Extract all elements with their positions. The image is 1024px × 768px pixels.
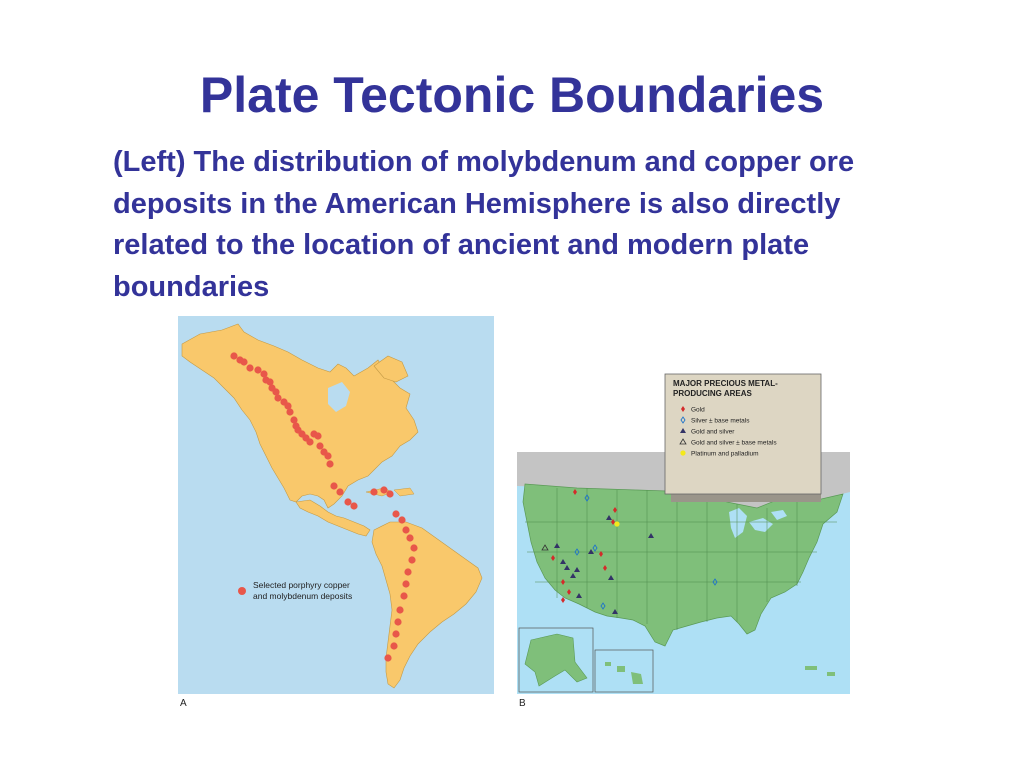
- deposit-dot: [350, 502, 357, 509]
- deposit-dot: [370, 488, 377, 495]
- deposit-dot: [390, 642, 397, 649]
- legend-item-label: Gold: [691, 406, 705, 414]
- deposit-dot: [408, 556, 415, 563]
- deposit-dot: [392, 630, 399, 637]
- deposit-dot: [316, 442, 323, 449]
- deposit-dot: [410, 544, 417, 551]
- legend-item-label: Gold and silver ± base metals: [691, 439, 777, 447]
- legend-line-1: Selected porphyry copper: [253, 580, 350, 590]
- deposit-dot: [404, 568, 411, 575]
- deposit-dot: [392, 510, 399, 517]
- americas-deposit-map: [178, 316, 494, 694]
- legend-title-line-2: PRODUCING AREAS: [673, 389, 752, 398]
- deposit-dot: [386, 490, 393, 497]
- deposit-dot: [398, 516, 405, 523]
- deposit-dot: [230, 352, 237, 359]
- deposit-dot: [286, 408, 293, 415]
- legend-item-label: Gold and silver: [691, 428, 735, 436]
- legend-deposit-dot: [238, 587, 246, 595]
- deposit-dot: [306, 438, 313, 445]
- deposit-dot: [344, 498, 351, 505]
- deposit-dot: [396, 606, 403, 613]
- yellow-dot-icon: [614, 521, 619, 526]
- legend-line-2: and molybdenum deposits: [253, 591, 353, 601]
- legend-item-label: Silver ± base metals: [691, 417, 750, 425]
- figure-a-letter: A: [180, 698, 187, 709]
- deposit-dot: [240, 358, 247, 365]
- slide-body-text: (Left) The distribution of molybdenum and copper ore deposits in the American Hemisphere is also directly related to the location of ancient and modern plate boundaries: [113, 146, 855, 303]
- deposit-dot: [394, 618, 401, 625]
- legend-title-line-1: MAJOR PRECIOUS METAL-: [673, 379, 778, 388]
- deposit-dot: [402, 526, 409, 533]
- legend-box: [665, 374, 821, 502]
- figure-b-letter: B: [519, 698, 526, 709]
- deposit-dot: [314, 432, 321, 439]
- deposit-dot: [254, 366, 261, 373]
- slide-title: Plate Tectonic Boundaries: [199, 67, 825, 123]
- deposit-dot: [406, 534, 413, 541]
- deposit-dot: [380, 486, 387, 493]
- deposit-dot: [400, 592, 407, 599]
- deposit-dot: [246, 364, 253, 371]
- deposit-dot: [336, 488, 343, 495]
- legend-item-label: Platinum and palladium: [691, 450, 759, 458]
- yellow-dot-icon: [680, 450, 685, 455]
- deposit-dot: [330, 482, 337, 489]
- deposit-dot: [324, 452, 331, 459]
- deposit-dot: [384, 654, 391, 661]
- deposit-dot: [326, 460, 333, 467]
- us-precious-metals-map: [517, 372, 850, 694]
- deposit-dot: [274, 394, 281, 401]
- deposit-dot: [402, 580, 409, 587]
